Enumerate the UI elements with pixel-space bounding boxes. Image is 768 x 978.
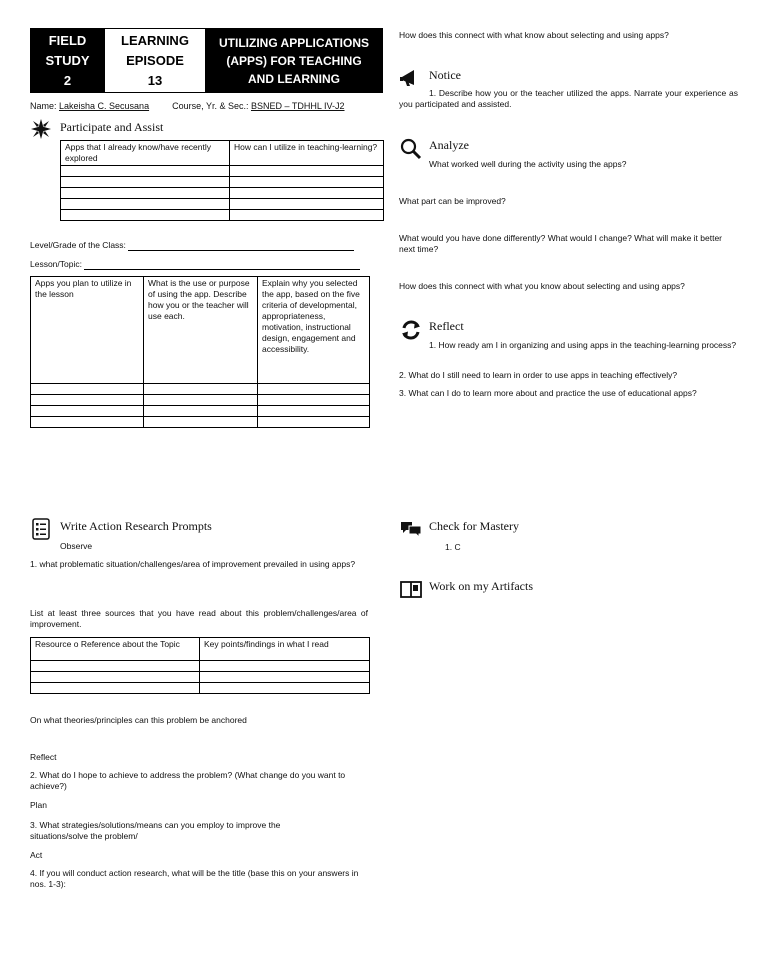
- table-cell[interactable]: [31, 661, 200, 672]
- table-cell[interactable]: [31, 417, 144, 428]
- apps-known-table: [60, 140, 384, 221]
- table-cell[interactable]: [230, 199, 384, 210]
- table-cell[interactable]: [258, 395, 370, 406]
- participate-icon: [30, 118, 52, 140]
- table-cell[interactable]: [230, 188, 384, 199]
- table-row: [31, 417, 370, 428]
- table-row: [31, 406, 370, 417]
- analyze-title: Analyze: [429, 138, 469, 152]
- table-header: Key points/findings in what I read: [200, 638, 370, 661]
- lesson-topic-label: Lesson/Topic:: [30, 259, 85, 269]
- table-cell[interactable]: [31, 406, 144, 417]
- action-research-title: Write Action Research Prompts: [60, 519, 212, 533]
- reflect-question-1: 1. How ready am I in organizing and using apps in the teaching-learning process?: [429, 340, 737, 350]
- table-cell[interactable]: [230, 177, 384, 188]
- table-cell[interactable]: [61, 210, 230, 221]
- mastery-item-1: 1. C: [445, 542, 461, 552]
- table-header: Resource o Reference about the Topic: [31, 638, 200, 661]
- mastery-title: Check for Mastery: [429, 519, 519, 533]
- table-row: [61, 188, 384, 199]
- table-header: Explain why you selected the app, based on the five criteria of developmental, appropriateness, motivation, instructional design, engagement and accessibility.: [258, 277, 370, 384]
- reflect-question-2: 2. What do I still need to learn in order to use apps in teaching effectively?: [399, 370, 678, 380]
- table-cell[interactable]: [61, 177, 230, 188]
- course-value: BSNED – TDHHL IV-J2: [250, 101, 345, 111]
- table-cell[interactable]: [144, 406, 258, 417]
- search-icon: [400, 138, 422, 160]
- student-name: Lakeisha C. Secusana: [59, 101, 150, 111]
- notice-question-1: 1. Describe how you or the teacher utilized the apps. Narrate your experience as you participated and assisted.: [399, 88, 738, 109]
- table-cell[interactable]: [61, 188, 230, 199]
- table-cell[interactable]: [258, 417, 370, 428]
- question-4: 4. If you will conduct action research, what will be the title (base this on your answers in nos. 1-3):: [30, 868, 359, 889]
- table-cell[interactable]: [31, 672, 200, 683]
- analyze-question-4: How does this connect with what you know about selecting and using apps?: [399, 281, 685, 291]
- table-row: [61, 166, 384, 177]
- table-cell[interactable]: [258, 384, 370, 395]
- table-header: How can I utilize in teaching-learning?: [230, 141, 384, 166]
- notice-title: Notice: [429, 68, 461, 82]
- lesson-topic-field[interactable]: [84, 269, 360, 270]
- name-label: Name:: [30, 101, 60, 111]
- book-icon: [400, 580, 422, 598]
- level-grade-line: [30, 240, 354, 251]
- episode-header: [30, 28, 383, 93]
- lesson-topic-line: [30, 259, 360, 270]
- list-sources-prompt: List at least three sources that you have read about this problem/challenges/area of improvement.: [30, 608, 368, 629]
- table-cell[interactable]: [31, 395, 144, 406]
- table-cell[interactable]: [200, 683, 370, 694]
- question-1: 1. what problematic situation/challenges/area of improvement prevailed in using apps?: [30, 559, 356, 569]
- table-cell[interactable]: [200, 672, 370, 683]
- analyze-question-3: What would you have done differently? What would I change? What will make it better next time?: [399, 233, 723, 254]
- question-3: 3. What strategies/solutions/means can you employ to improve the situations/solve the problem/: [30, 820, 281, 841]
- act-label: Act: [30, 850, 43, 860]
- table-cell[interactable]: [230, 210, 384, 221]
- table-row: [31, 661, 370, 672]
- level-grade-field[interactable]: [128, 250, 354, 251]
- refresh-icon: [400, 319, 422, 341]
- plan-label: Plan: [30, 800, 48, 810]
- artifacts-title: Work on my Artifacts: [429, 579, 534, 593]
- field-study-label: FIELD STUDY 2: [31, 29, 104, 92]
- chat-bubbles-icon: [400, 520, 422, 538]
- checklist-icon: [32, 518, 50, 540]
- table-row: [31, 384, 370, 395]
- table-header: Apps that I already know/have recently explored: [61, 141, 230, 166]
- connect-question-top: How does this connect with what know about selecting and using apps?: [399, 30, 669, 40]
- table-cell[interactable]: [144, 384, 258, 395]
- participate-title: Participate and Assist: [60, 120, 164, 134]
- apps-plan-table: [30, 276, 370, 428]
- course-label: Course, Yr. & Sec.:: [172, 101, 251, 111]
- table-row: [61, 210, 384, 221]
- episode-title: UTILIZING APPLICATIONS (APPS) FOR TEACHING AND LEARNING: [206, 29, 382, 92]
- table-row: [61, 177, 384, 188]
- question-2: 2. What do I hope to achieve to address the problem? (What change do you want to achieve?): [30, 770, 346, 791]
- table-row: [31, 683, 370, 694]
- table-header: Apps you plan to utilize in the lesson: [31, 277, 144, 384]
- learning-episode-label: LEARNING EPISODE 13: [104, 29, 206, 92]
- reflect-question-3: 3. What can I do to learn more about and practice the use of educational apps?: [399, 388, 697, 398]
- table-cell[interactable]: [258, 406, 370, 417]
- table-cell[interactable]: [61, 199, 230, 210]
- sources-table: [30, 637, 370, 694]
- analyze-question-1: What worked well during the activity using the apps?: [429, 159, 627, 169]
- table-row: [31, 672, 370, 683]
- table-cell[interactable]: [144, 395, 258, 406]
- analyze-question-2: What part can be improved?: [399, 196, 506, 206]
- table-cell[interactable]: [31, 384, 144, 395]
- observe-label: Observe: [60, 541, 93, 551]
- table-row: [31, 395, 370, 406]
- table-row: [61, 199, 384, 210]
- name-course-line: [30, 101, 345, 111]
- theories-prompt: On what theories/principles can this problem be anchored: [30, 715, 247, 725]
- table-cell[interactable]: [230, 166, 384, 177]
- level-grade-label: Level/Grade of the Class:: [30, 240, 129, 250]
- table-cell[interactable]: [200, 661, 370, 672]
- megaphone-icon: [400, 68, 422, 88]
- table-cell[interactable]: [144, 417, 258, 428]
- table-header: What is the use or purpose of using the app. Describe how you or the teacher will use each.: [144, 277, 258, 384]
- reflect-title: Reflect: [429, 319, 464, 333]
- table-cell[interactable]: [31, 683, 200, 694]
- table-cell[interactable]: [61, 166, 230, 177]
- reflect-label: Reflect: [30, 752, 57, 762]
